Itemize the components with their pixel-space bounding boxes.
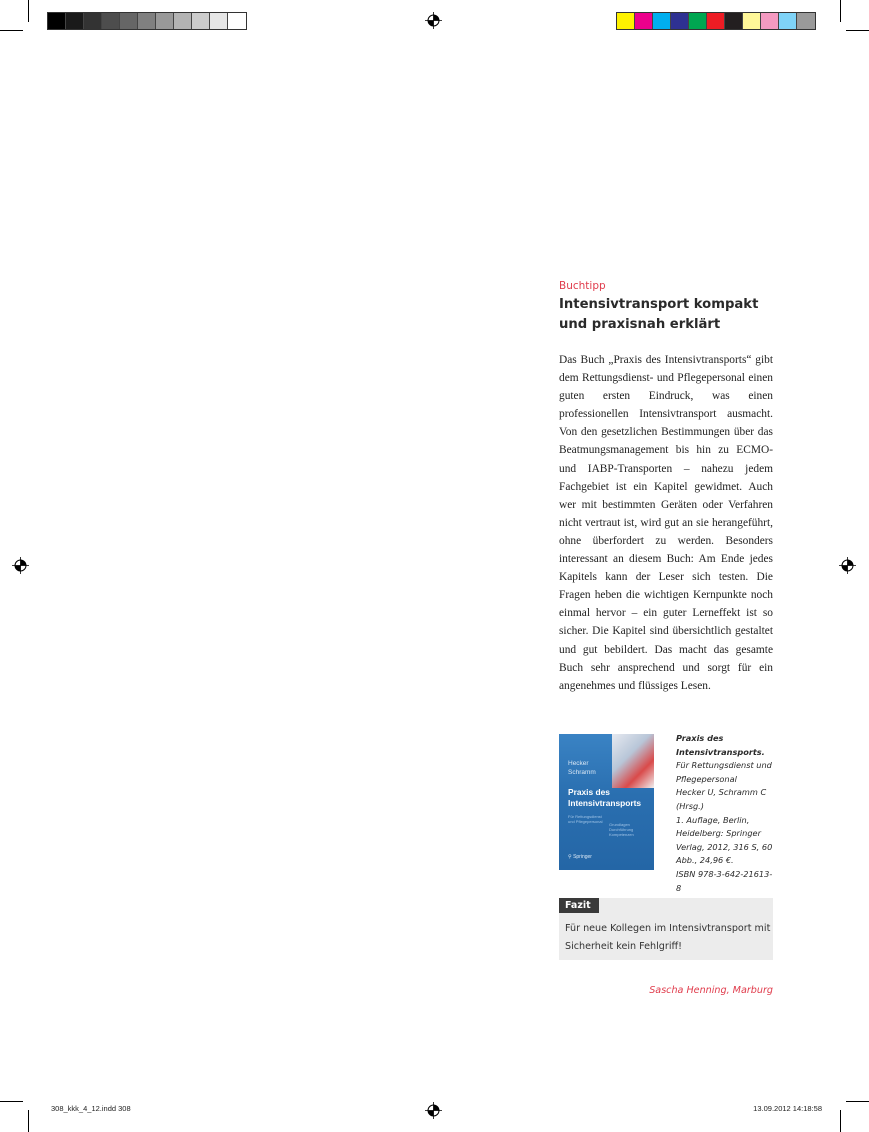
gray-swatch <box>228 13 246 29</box>
color-swatch <box>617 13 635 29</box>
gray-swatch <box>84 13 102 29</box>
gray-swatch <box>120 13 138 29</box>
color-swatch <box>779 13 797 29</box>
slug-date: 13.09.2012 14:18:58 <box>753 1104 822 1113</box>
crop-mark <box>0 1101 23 1102</box>
color-swatch <box>761 13 779 29</box>
grayscale-bar <box>47 12 247 30</box>
book-edition: 1. Auflage, Berlin, Heidelberg: Springer Verlag, 2012, 316 S, 60 Abb., 24,96 €. <box>676 814 773 866</box>
gray-swatch <box>174 13 192 29</box>
fazit-label: Fazit <box>559 898 599 913</box>
cover-subtitle: Für Rettungsdienst und Pflegepersonal <box>568 814 603 824</box>
cover-title: Praxis des Intensivtransports <box>568 787 642 808</box>
crop-mark <box>840 0 841 22</box>
article-author: Sascha Henning, Marburg <box>649 985 773 996</box>
registration-mark-icon <box>425 12 442 29</box>
color-swatch <box>653 13 671 29</box>
cover-authors: Hecker Schramm <box>568 760 596 776</box>
color-swatch <box>707 13 725 29</box>
crop-mark <box>846 1101 869 1102</box>
color-swatch <box>671 13 689 29</box>
gray-swatch <box>66 13 84 29</box>
book-subtitle: Für Rettungsdienst und Pflegepersonal <box>676 760 772 784</box>
gray-swatch <box>138 13 156 29</box>
book-title: Praxis des Intensivtransports. <box>676 733 765 757</box>
cover-photo <box>612 734 654 788</box>
color-bar <box>616 12 816 30</box>
article-kicker: Buchtipp <box>559 280 606 292</box>
color-swatch <box>635 13 653 29</box>
registration-mark-icon <box>839 557 856 574</box>
crop-mark <box>846 30 869 31</box>
color-swatch <box>743 13 761 29</box>
gray-swatch <box>48 13 66 29</box>
color-swatch <box>725 13 743 29</box>
gray-swatch <box>102 13 120 29</box>
fazit-text: Für neue Kollegen im Intensivtransport mit Sicherheit kein Fehlgriff! <box>565 923 771 952</box>
article-headline: Intensivtransport kompakt und praxisnah erklärt <box>559 297 759 332</box>
book-editors: Hecker U, Schramm C (Hrsg.) <box>676 787 767 811</box>
book-isbn: ISBN 978-3-642-21613-8 <box>676 868 773 893</box>
crop-mark <box>28 0 29 22</box>
cover-subtitle-right: Grundlagen Durchführung Kompetenzen <box>609 822 634 837</box>
gray-swatch <box>210 13 228 29</box>
slug-file: 308_kkk_4_12.indd 308 <box>51 1104 131 1113</box>
registration-mark-icon <box>425 1102 442 1119</box>
gray-swatch <box>156 13 174 29</box>
book-info <box>676 732 776 895</box>
crop-mark <box>28 1110 29 1132</box>
article-body: Das Buch „Praxis des Intensivtransports“ gibt dem Rettungsdienst- und Pflegepersonal einen guten ersten Eindruck, was einen professionellen Intensivtransport ausmacht. Von den gesetzlichen Bestimmungen über das Beatmungsmanagement bis hin zu ECMO- und IABP-Transporten – nahezu jedem Fachgebiet ist ein Kapitel gewidmet. Auch wer mit bestimmten Geräten oder Verfahren nicht vertraut ist, wird gut an sie herangeführt, ohne überfordert zu werden. Besonders interessant an diesem Buch: Am Ende jedes Kapitels kann der Leser sich testen. Die Fragen heben die wichtigen Kernpunkte noch einmal hervor – ein guter Lerneffekt ist so sicher. Die Kapitel sind übersichtlich gestaltet und gut bebildert. Das macht das gesamte Buch sehr ansprechend und sorgt für ein angenehmes und flüssiges Lesen. <box>559 354 773 692</box>
cover-publisher: ⚲ Springer <box>568 854 592 860</box>
crop-mark <box>840 1110 841 1132</box>
registration-mark-icon <box>12 557 29 574</box>
springer-logo-icon: ⚲ <box>568 854 572 860</box>
color-swatch <box>797 13 815 29</box>
color-swatch <box>689 13 707 29</box>
crop-mark <box>0 30 23 31</box>
book-cover <box>559 734 654 870</box>
gray-swatch <box>192 13 210 29</box>
